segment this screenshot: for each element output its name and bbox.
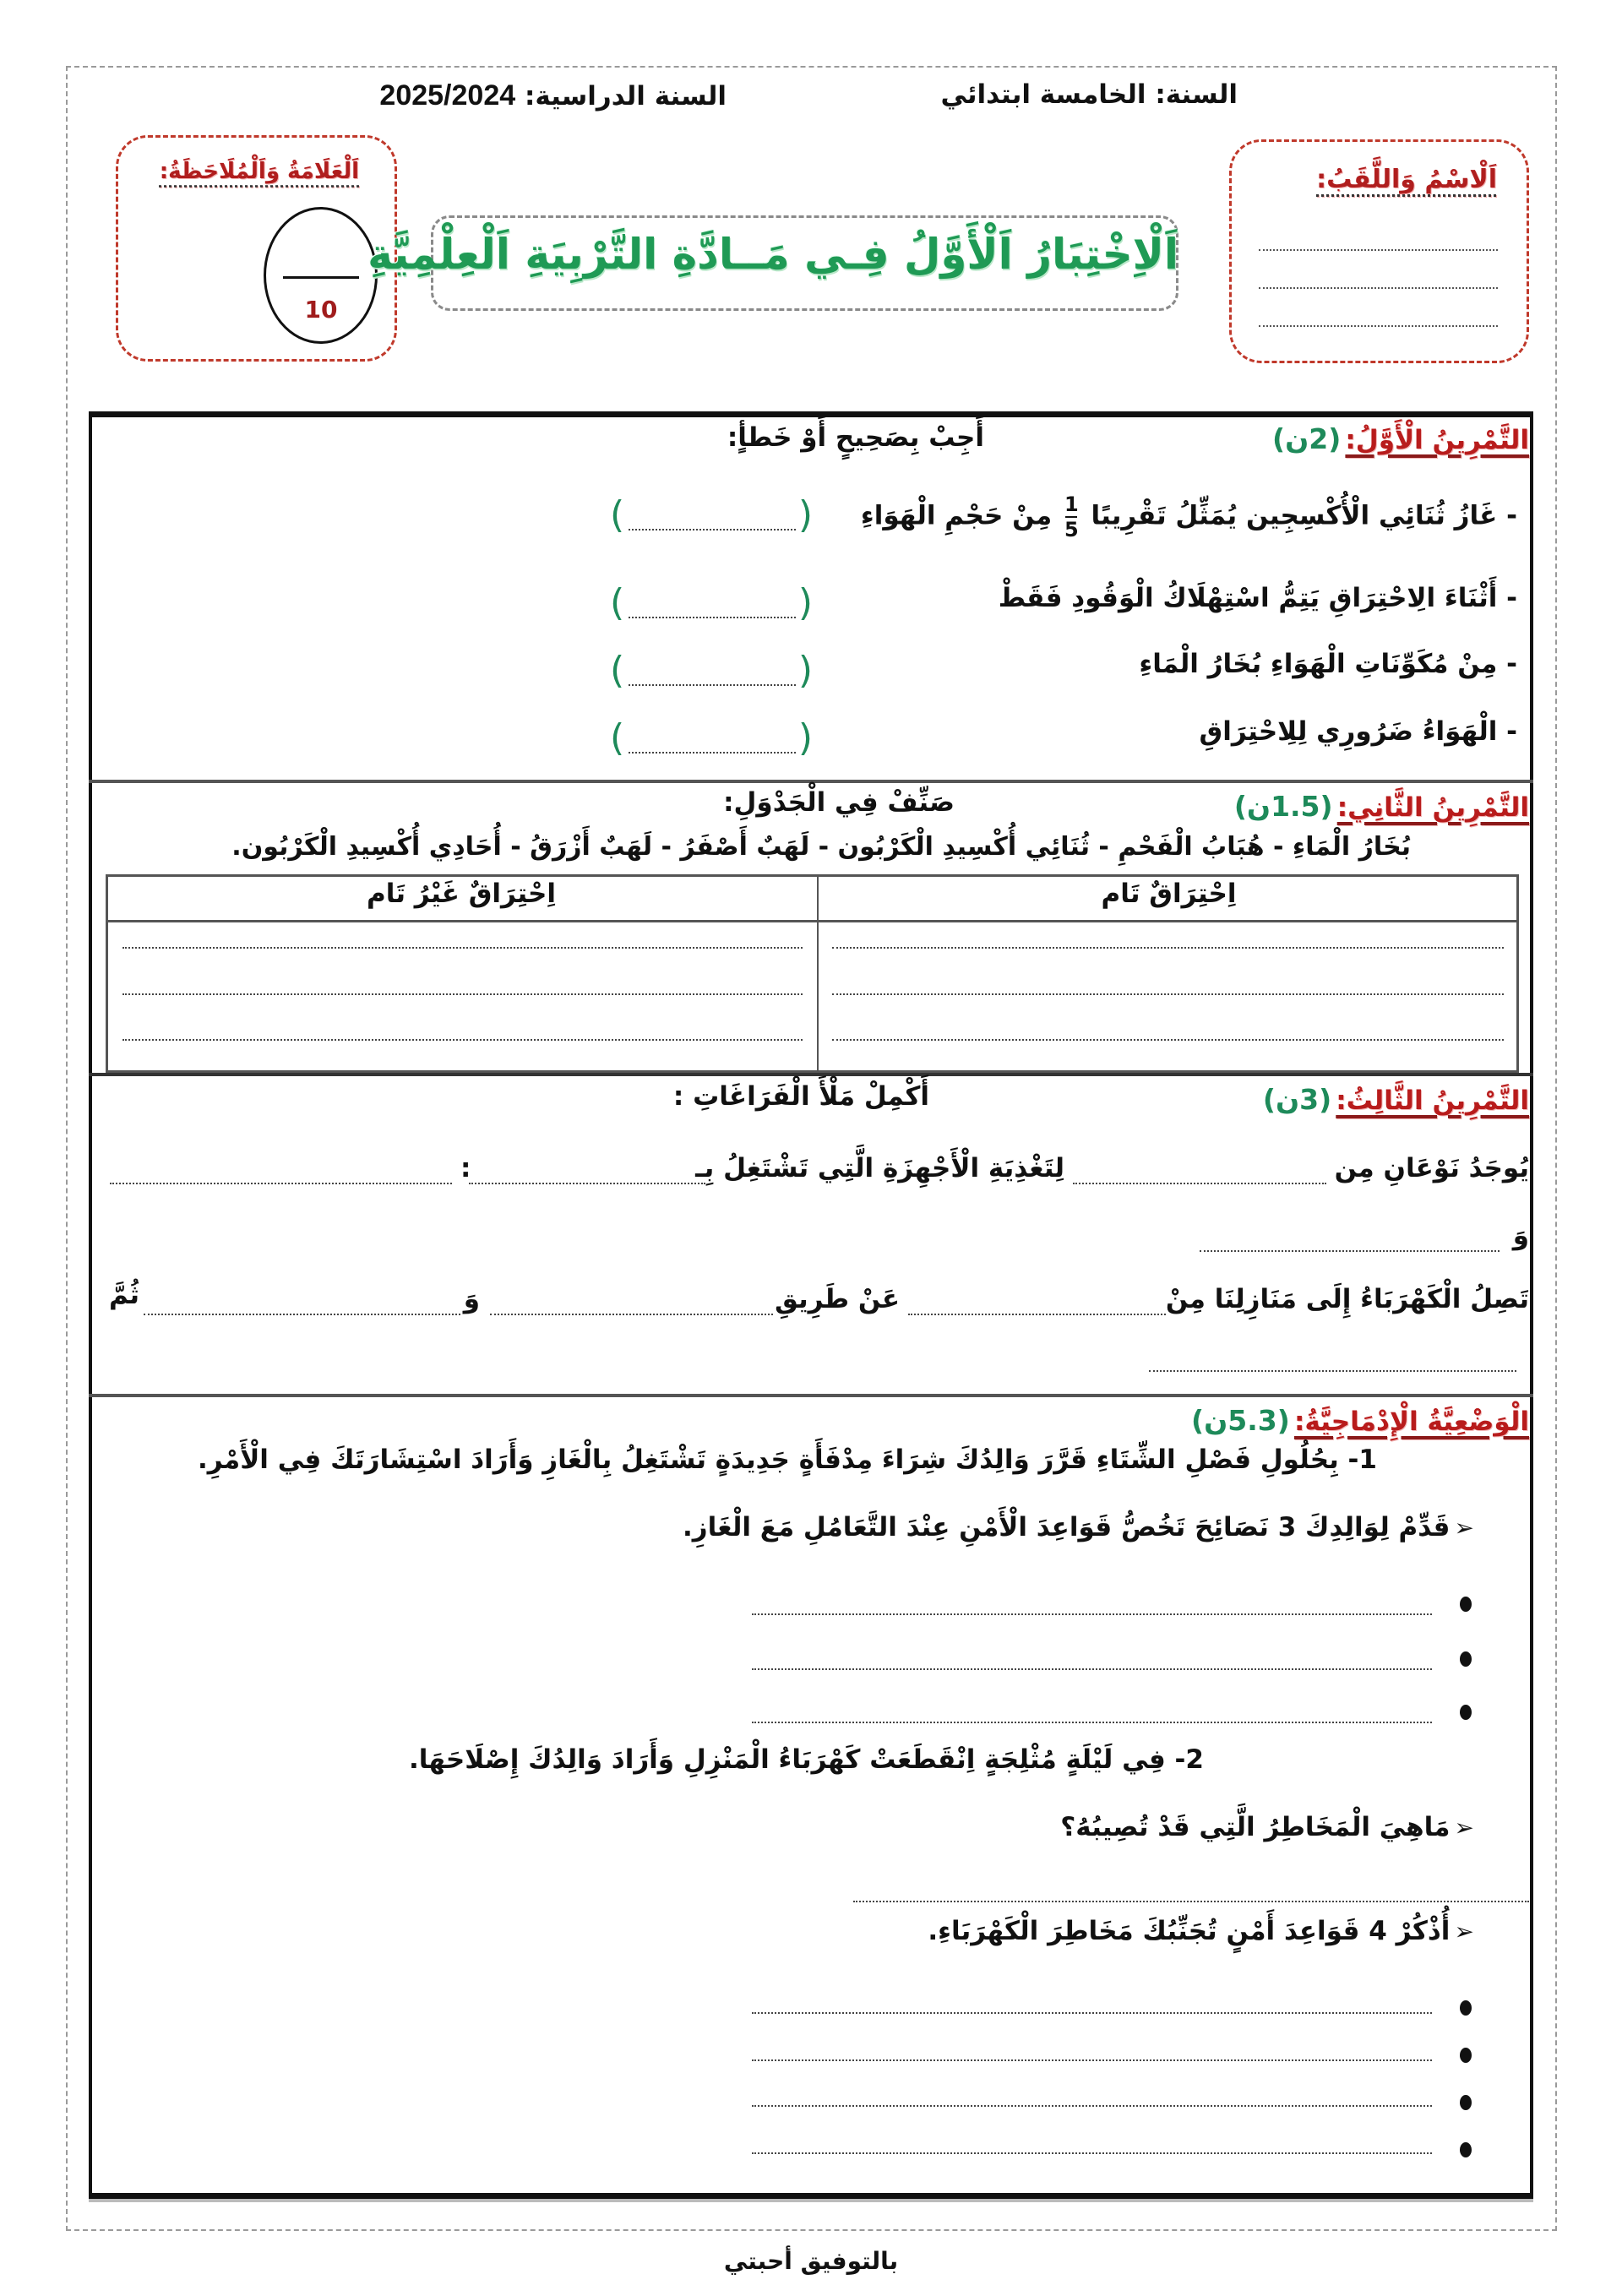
exercise2-instruction: صَنِّفْ فِي الْجَدْوَلِ:: [723, 787, 955, 818]
table-cell-incomplete-1[interactable]: [122, 947, 803, 949]
arrow-bullet-icon: ➢: [1454, 1514, 1474, 1542]
name-field-line-3[interactable]: [1259, 325, 1498, 327]
exercise4-heading: الْوَضْعِيَّةُ الْإِدْمَاجِيَّةُ:: [1293, 1406, 1529, 1437]
exercise4-header: [1191, 1404, 1529, 1437]
ex3-line1-start: يُوجَدُ نَوْعَانِ مِن: [1334, 1153, 1529, 1183]
arrow-bullet-icon: ➢: [1454, 1814, 1474, 1842]
exercise3-header: [1263, 1083, 1529, 1116]
table-cell-complete-1[interactable]: [832, 947, 1504, 949]
exercise2-points: (1.5ن): [1233, 790, 1333, 823]
ex3-blank-4[interactable]: [1200, 1250, 1500, 1252]
exercise1-item-3: - مِنْ مُكَوِّنَاتِ الْهَوَاءِ بُخَارُ الْمَاءِ: [1139, 649, 1517, 679]
ex3-line3-then: ثُمَّ: [109, 1280, 139, 1310]
exercise1-points: (2ن): [1272, 422, 1342, 455]
exercise4-task-1: ➢ قَدِّمْ لِوَالِدِكَ 3 نَصَائِحَ تَخُصُّ قَوَاعِدَ الْأَمْنِ عِنْدَ التَّعَامُلِ مَعَ الْغَازِ.: [682, 1512, 1474, 1542]
exercise1-answer-2[interactable]: ( ): [610, 581, 813, 624]
exercise1-item-4: - الْهَوَاءُ ضَرُورِي لِلِاحْتِرَاقِ: [1199, 716, 1517, 747]
table-cell-incomplete-3[interactable]: [122, 1039, 803, 1041]
ex3-colon: :: [460, 1153, 471, 1183]
score-fraction-bar: [283, 276, 359, 279]
divider-ex2-ex3: [89, 1073, 1533, 1076]
ex4-q1-answer-1[interactable]: [752, 1613, 1432, 1615]
table-header-incomplete: اِحْتِرَاقٌ غَيْرُ تَام: [367, 879, 556, 909]
ex3-blank-2[interactable]: [469, 1183, 705, 1184]
exercise1-answer-1[interactable]: ( ): [610, 493, 813, 536]
ex3-line3-start: تَصِلُ الْكَهْرَبَاءُ إِلَى مَنَازِلِنَا مِنْ: [1165, 1284, 1529, 1314]
exercise1-answer-3[interactable]: ( ): [610, 649, 813, 692]
ex4-q2-answer-2[interactable]: [752, 2059, 1432, 2061]
arrow-bullet-icon: ➢: [1454, 1918, 1474, 1945]
exercise1-item-1: - غَازُ ثُنَائِي الْأُكْسِجِين يُمَثِّلُ تَقْرِيبًا $\frac{1}{5}$ مِنْ حَجْمِ الْهَوَاءِ: [860, 492, 1517, 541]
exercise4-question-1: 1- بِحُلُولِ فَصْلِ الشِّتَاءِ قَرَّرَ وَالِدُكَ شِرَاءَ مِدْفَأَةٍ جَدِيدَةٍ تَشْتَغِلُ بِالْغَازِ وَأَرَادَ اسْتِشَارَتَكَ فِي الْأَمْرِ.: [197, 1445, 1377, 1475]
table-header-line: [106, 920, 1519, 922]
exercise2-word-list: بُخَارُ الْمَاءِ - هُبَابُ الْفَحْمِ - ثُنَائِي أُكْسِيدِ الْكَرْبُون - لَهَبٌ أَصْفَرُ - لَهَبٌ أَزْرَقُ - أُحَادِي أُكْسِيدِ الْكَرْبُون.: [231, 832, 1411, 862]
score-label: اَلْعَلَامَةُ وَاَلْمُلَاحَظَةُ:: [159, 159, 359, 184]
fraction-one-fifth: $\frac{1}{5}$: [1064, 492, 1079, 541]
exercise3-instruction: أَكْمِلْ مَلْأَ الْفَرَاغَاتِ :: [672, 1081, 929, 1112]
ex3-blank-6[interactable]: [490, 1314, 773, 1315]
ex4-q2-answer-3[interactable]: [752, 2105, 1432, 2107]
school-year: [379, 79, 727, 112]
bullet-icon: [1460, 1597, 1472, 1612]
bullet-icon: [1460, 2095, 1472, 2110]
table-cell-complete-3[interactable]: [832, 1039, 1504, 1041]
ex4-q1-answer-3[interactable]: [752, 1722, 1432, 1723]
bullet-icon: [1460, 1705, 1472, 1720]
bullet-icon: [1460, 2048, 1472, 2063]
ex3-blank-5[interactable]: [908, 1314, 1166, 1315]
score-total: 10: [304, 296, 338, 324]
exercise4-points: (5.3ن): [1191, 1404, 1290, 1437]
divider-ex3-ex4: [89, 1394, 1533, 1397]
ex4-q2-answer-4[interactable]: [752, 2152, 1432, 2154]
exercise1-heading: التَّمْرِينُ الْأَوَّلُ:: [1345, 425, 1529, 455]
name-field-line-2[interactable]: [1259, 287, 1498, 289]
exercise1-header: [1272, 422, 1529, 455]
bullet-icon: [1460, 2000, 1472, 2016]
exercise1-answer-4[interactable]: ( ): [610, 716, 813, 759]
exercise2-header: [1234, 790, 1529, 823]
ex4-q2-answer-1[interactable]: [752, 2012, 1432, 2014]
exercise3-points: (3ن): [1262, 1083, 1332, 1116]
ex3-blank-7[interactable]: [144, 1314, 460, 1315]
footer-good-luck: بالتوفيق أحبتي: [723, 2247, 899, 2275]
ex3-line2-and: وَ: [1512, 1221, 1529, 1251]
table-cell-incomplete-2[interactable]: [122, 993, 803, 995]
divider-ex1-ex2: [89, 780, 1533, 783]
exercise4-task-2: ➢ مَاهِيَ الْمَخَاطِرُ الَّتِي قَدْ تُصِيبُهُ؟: [1060, 1812, 1474, 1842]
name-label: اَلْاسْمُ وَاللَّقَبُ:: [1316, 165, 1497, 194]
table-header-complete: اِحْتِرَاقٌ تَام: [1101, 879, 1237, 909]
exercise3-heading: التَّمْرِينُ الثَّالِثُ:: [1336, 1085, 1529, 1116]
ex3-line3-via: عَنْ طَرِيقِ: [775, 1284, 900, 1314]
page-title: اَلْاِخْتِبَارُ اَلْأَوَّلُ فِـي مَــادَّةِ التَّرْبِيَةِ اَلْعِلْمِيَّةِ: [367, 230, 1178, 279]
ex3-blank-8[interactable]: [1149, 1370, 1516, 1372]
school-year-label: السنة الدراسية:: [524, 81, 727, 112]
exercise4-question-2: 2- فِي لَيْلَةٍ مُثْلِجَةٍ اِنْقَطَعَتْ كَهْرَبَاءُ الْمَنْزِلِ وَأَرَادَ وَالِدُكَ إِصْلَاحَهَا.: [409, 1744, 1204, 1775]
ex3-line3-and: وَ: [463, 1284, 480, 1314]
exercise4-task-3: ➢ أُذْكُرْ 4 قَوَاعِدَ أَمْنٍ تُجَنِّبُكَ مَخَاطِرَ الْكَهْرَبَاءِ.: [928, 1916, 1474, 1946]
exercise1-item-2: - أَثْنَاءَ الِاحْتِرَاقِ يَتِمُّ اسْتِهْلَاكُ الْوَقُودِ فَقَطْ: [998, 583, 1517, 613]
ex4-q2-risks-answer[interactable]: [853, 1901, 1529, 1902]
ex3-blank-1[interactable]: [1073, 1183, 1326, 1184]
exercise1-instruction: أَجِبْ بِصَحِيحٍ أَوْ خَطأٍ:: [727, 422, 984, 453]
exercise2-heading: التَّمْرِينُ الثَّانِي:: [1336, 792, 1529, 823]
ex4-q1-answer-2[interactable]: [752, 1668, 1432, 1670]
bullet-icon: [1460, 2142, 1472, 2157]
table-cell-complete-2[interactable]: [832, 993, 1504, 995]
name-field-line-1[interactable]: [1259, 249, 1498, 251]
ex3-line1-mid: لِتَغْذِيَةِ الْأَجْهِزَةِ الَّتِي تَشْتَغِلُ بِـ: [695, 1153, 1064, 1183]
school-year-value: 2025/2024: [379, 79, 516, 112]
score-input[interactable]: [283, 237, 359, 270]
ex3-blank-3[interactable]: [110, 1183, 452, 1184]
grade-label: السنة: الخامسة ابتدائي: [940, 79, 1238, 110]
bullet-icon: [1460, 1651, 1472, 1667]
